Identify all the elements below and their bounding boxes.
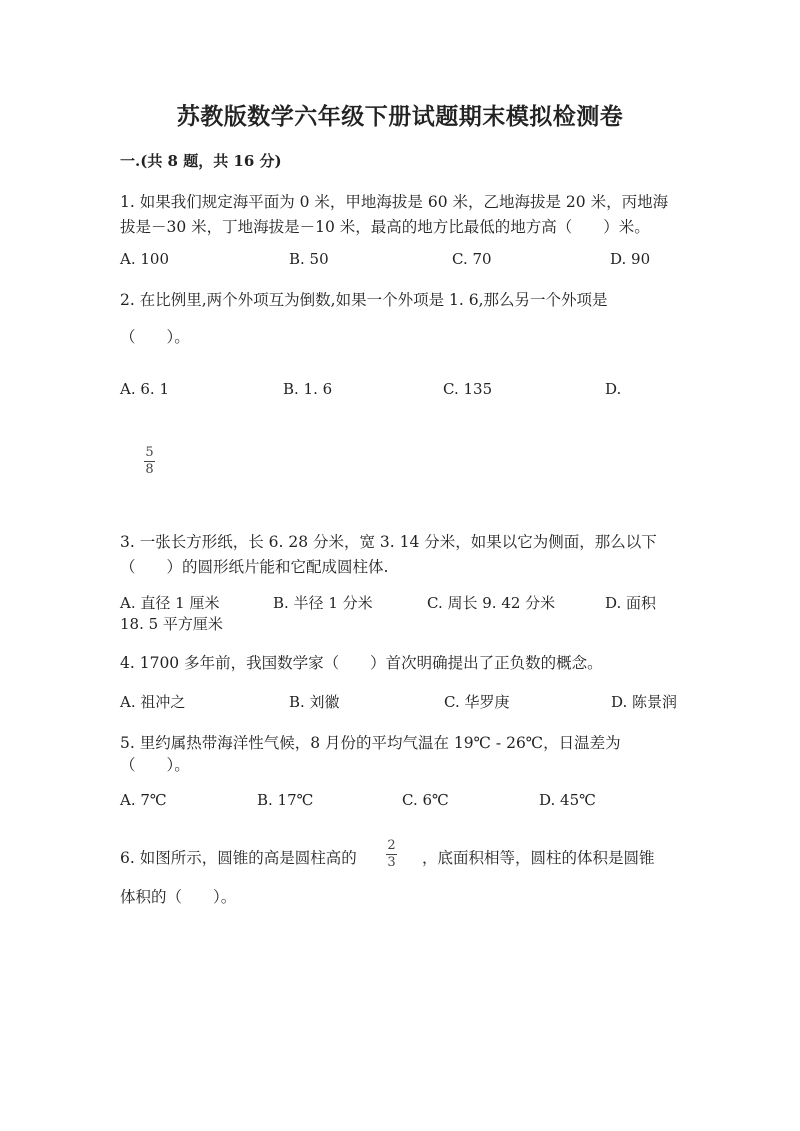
question-2-line-2: （ ）。	[120, 328, 190, 346]
fraction-numerator: 2	[387, 838, 396, 853]
question-6-line-1-start: 6. 如图所示，圆锥的高是圆柱高的	[120, 849, 357, 867]
q1-option-c: C. 70	[452, 250, 492, 268]
q3-option-d-continued: 18. 5 平方厘米	[120, 615, 223, 633]
page-title: 苏教版数学六年级下册试题期末模拟检测卷	[176, 103, 624, 130]
question-1-line-1: 1. 如果我们规定海平面为 0 米，甲地海拔是 60 米，乙地海拔是 20 米，丙地海	[120, 193, 669, 211]
q4-option-b: B. 刘徽	[289, 693, 340, 711]
q3-option-a: A. 直径 1 厘米	[120, 594, 220, 612]
q3-option-c: C. 周长 9. 42 分米	[427, 594, 556, 612]
q2-option-b: B. 1. 6	[283, 380, 333, 398]
q4-option-a: A. 祖冲之	[120, 693, 186, 711]
q4-option-c: C. 华罗庚	[444, 693, 510, 711]
fraction-denominator: 8	[145, 462, 154, 477]
question-4-line-1: 4. 1700 多年前，我国数学家（ ）首次明确提出了正负数的概念。	[120, 654, 603, 672]
q2-option-a: A. 6. 1	[120, 380, 169, 398]
question-2-line-1: 2. 在比例里,两个外项互为倒数,如果一个外项是 1. 6,那么另一个外项是	[120, 291, 608, 309]
question-1-line-2: 拔是－30 米，丁地海拔是－10 米，最高的地方比最低的地方高（ ）米。	[120, 218, 650, 236]
question-5-line-2: （ ）。	[120, 756, 190, 774]
q1-option-d: D. 90	[610, 250, 651, 268]
q4-option-d: D. 陈景润	[611, 693, 678, 711]
question-6-line-2: 体积的（ ）。	[120, 888, 237, 906]
q2-option-d: D.	[605, 380, 622, 398]
fraction-denominator: 3	[387, 855, 396, 870]
q3-option-d: D. 面积	[605, 594, 657, 612]
q2-option-c: C. 135	[443, 380, 493, 398]
q1-option-b: B. 50	[289, 250, 329, 268]
q5-option-a: A. 7℃	[120, 791, 167, 809]
q5-option-b: B. 17℃	[257, 791, 314, 809]
question-3-line-1: 3. 一张长方形纸，长 6. 28 分米，宽 3. 14 分米，如果以它为侧面，那么以下	[120, 533, 657, 551]
q6-fraction	[386, 839, 397, 870]
fraction-numerator: 5	[145, 445, 154, 460]
question-6-line-1-end: ，底面积相等，圆柱的体积是圆锥	[422, 849, 655, 867]
q5-option-d: D. 45℃	[539, 791, 596, 809]
q3-option-b: B. 半径 1 分米	[273, 594, 373, 612]
section-heading: 一.(共 8 题，共 16 分)	[120, 152, 282, 170]
q2-option-d-fraction	[144, 446, 155, 477]
question-3-line-2: （ ）的圆形纸片能和它配成圆柱体.	[120, 558, 389, 576]
question-5-line-1: 5. 里约属热带海洋性气候，8 月份的平均气温在 19℃ - 26℃，日温差为	[120, 734, 621, 752]
q5-option-c: C. 6℃	[402, 791, 449, 809]
q1-option-a: A. 100	[120, 250, 169, 268]
